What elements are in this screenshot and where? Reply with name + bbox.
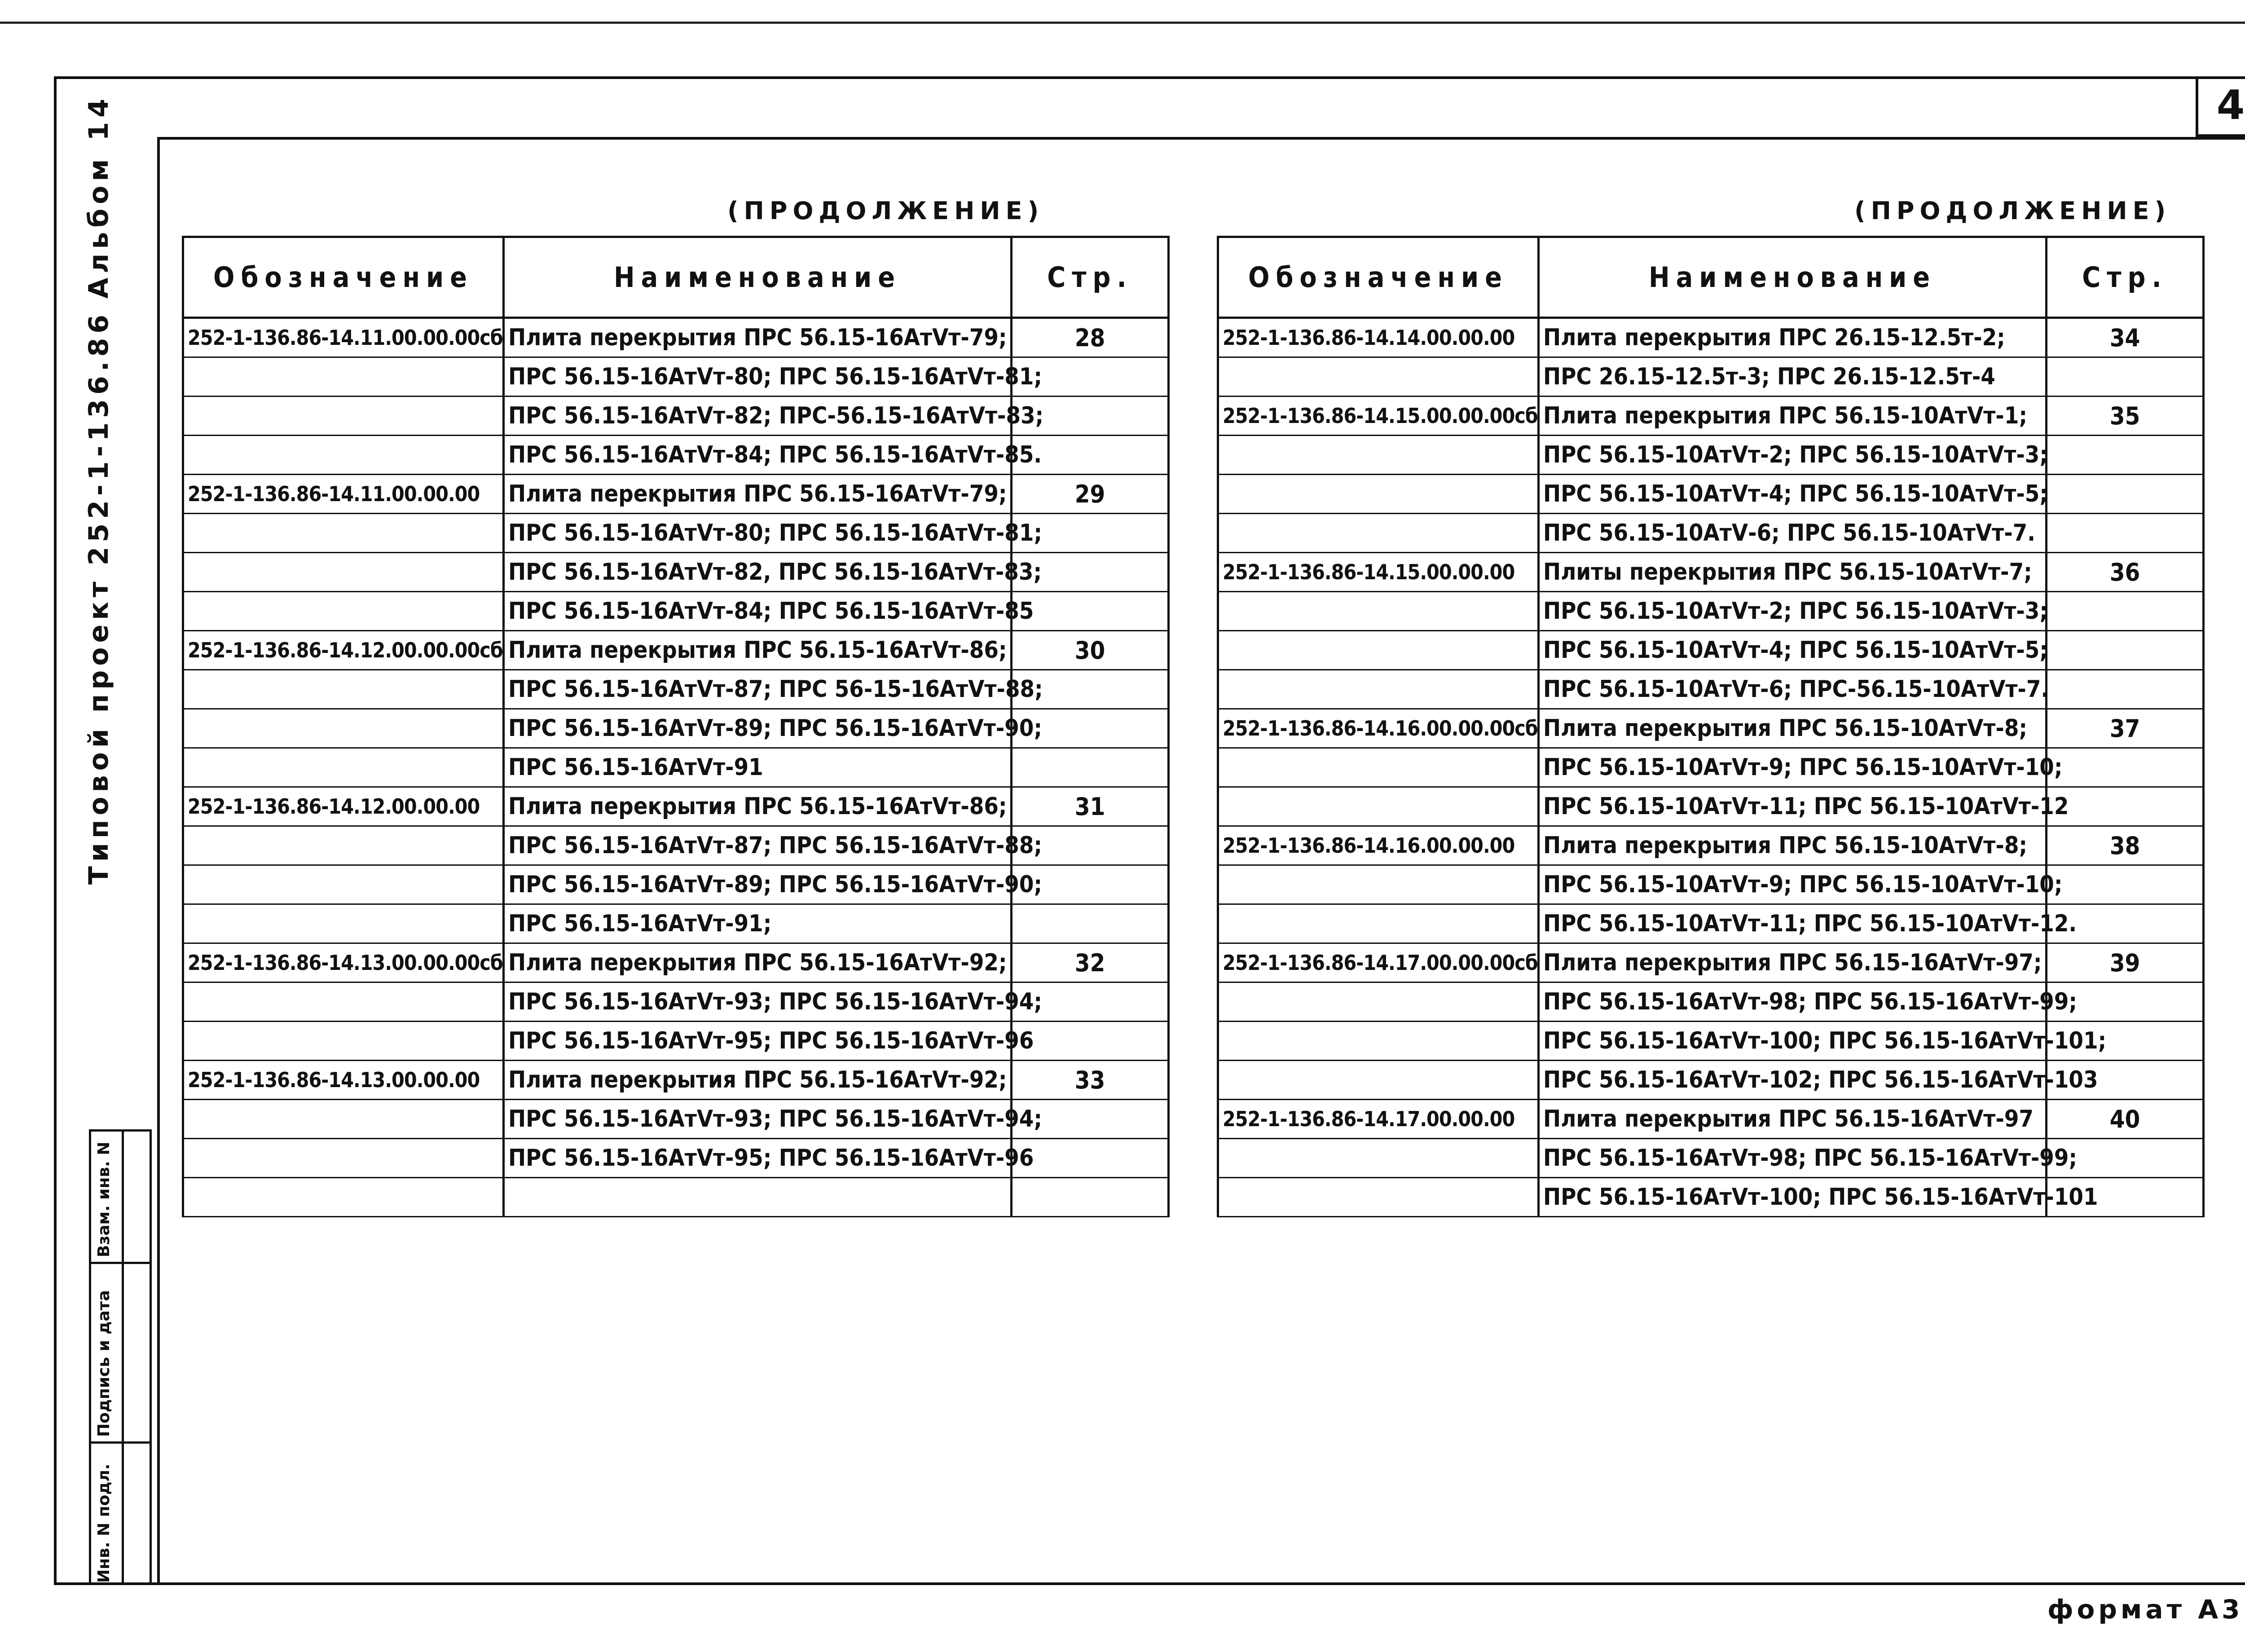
- name-cell: ПРС 56.15-16АтⅤт-91;: [504, 904, 1012, 943]
- name-cell: Плита перекрытия ПРС 56.15-16АтⅤт-97;: [1539, 943, 2047, 982]
- stamp-label-inv-podl: Инв. N подл.: [95, 1463, 113, 1583]
- approval-stamp-column: [89, 1129, 152, 1585]
- left-table-heading: (ПРОДОЛЖЕНИЕ): [727, 197, 1044, 225]
- table-row: [1218, 1139, 2204, 1178]
- page-cell: 36: [2047, 553, 2204, 592]
- table-row: [1218, 1061, 2204, 1100]
- page-cell: 28: [1012, 318, 1169, 357]
- stamp-divider: [91, 1262, 150, 1264]
- name-cell: ПРС 56.15-10АтⅤ-6; ПРС 56.15-10АтⅤт-7.: [1539, 514, 2047, 553]
- designation-cell: [1218, 1178, 1539, 1217]
- table-row: [183, 357, 1169, 396]
- designation-cell: [183, 982, 504, 1022]
- name-cell: ПРС 56.15-16АтⅤт-100; ПРС 56.15-16АтⅤт-101: [1539, 1178, 2047, 1217]
- table-row: [1218, 670, 2204, 709]
- table-row: [1218, 982, 2204, 1022]
- table-row: [1218, 904, 2204, 943]
- page-cell: [2047, 357, 2204, 396]
- name-cell: ПРС 56.15-16АтⅤт-84; ПРС 56.15-16АтⅤт-85.: [504, 436, 1012, 475]
- name-cell: ПРС 56.15-16АтⅤт-98; ПРС 56.15-16АтⅤт-99;: [1539, 1139, 2047, 1178]
- table-row: [183, 748, 1169, 787]
- name-cell: Плита перекрытия ПРС 56.15-16АтⅤт-79;: [504, 475, 1012, 514]
- table-row: [183, 592, 1169, 631]
- table-row: [1218, 748, 2204, 787]
- designation-cell: [183, 1022, 504, 1061]
- designation-cell: 252-1-136.86-14.13.00.00.00сб: [183, 943, 504, 982]
- designation-cell: [1218, 1061, 1539, 1100]
- page-cell: [1012, 904, 1169, 943]
- right-spec-table: [1217, 236, 2205, 1217]
- name-cell: ПРС 56.15-10АтⅤт-6; ПРС-56.15-10АтⅤт-7.: [1539, 670, 2047, 709]
- column-header-name: Наименование: [504, 237, 1012, 318]
- name-cell: Плита перекрытия ПРС 56.15-10АтⅤт-8;: [1539, 709, 2047, 748]
- name-cell: ПРС 56.15-10АтⅤт-2; ПРС 56.15-10АтⅤт-3;: [1539, 436, 2047, 475]
- designation-cell: [183, 514, 504, 553]
- page-cell: 32: [1012, 943, 1169, 982]
- table-row: [1218, 318, 2204, 357]
- table-row: [183, 475, 1169, 514]
- name-cell: Плита перекрытия ПРС 26.15-12.5т-2;: [1539, 318, 2047, 357]
- stamp-label-vzam-inv: Взам. инв. N: [95, 1141, 113, 1257]
- page-cell: 29: [1012, 475, 1169, 514]
- table-row: [183, 1022, 1169, 1061]
- table-row: [1218, 865, 2204, 904]
- table-row: [1218, 436, 2204, 475]
- designation-cell: [183, 357, 504, 396]
- name-cell: ПРС 56.15-10АтⅤт-2; ПРС 56.15-10АтⅤт-3;: [1539, 592, 2047, 631]
- designation-cell: 252-1-136.86-14.17.00.00.00сб: [1218, 943, 1539, 982]
- designation-cell: [183, 865, 504, 904]
- table-row: [183, 787, 1169, 826]
- name-cell: ПРС 56.15-10АтⅤт-9; ПРС 56.15-10АтⅤт-10;: [1539, 865, 2047, 904]
- name-cell: ПРС 56.15-16АтⅤт-82, ПРС 56.15-16АтⅤт-83;: [504, 553, 1012, 592]
- name-cell: ПРС 56.15-16АтⅤт-89; ПРС 56.15-16АтⅤт-90;: [504, 709, 1012, 748]
- page-cell: 40: [2047, 1100, 2204, 1139]
- table-row: [183, 436, 1169, 475]
- name-cell: ПРС 56.15-16АтⅤт-100; ПРС 56.15-16АтⅤт-101;: [1539, 1022, 2047, 1061]
- table-row: [183, 1100, 1169, 1139]
- designation-cell: 252-1-136.86-14.14.00.00.00: [1218, 318, 1539, 357]
- name-cell: ПРС 56.15-16АтⅤт-93; ПРС 56.15-16АтⅤт-94;: [504, 1100, 1012, 1139]
- name-cell: ПРС 56.15-16АтⅤт-102; ПРС 56.15-16АтⅤт-103: [1539, 1061, 2047, 1100]
- table-row: [183, 1061, 1169, 1100]
- name-cell: ПРС 56.15-10АтⅤт-11; ПРС 56.15-10АтⅤт-12: [1539, 787, 2047, 826]
- designation-cell: [183, 553, 504, 592]
- designation-cell: [183, 670, 504, 709]
- page-cell: [2047, 592, 2204, 631]
- table-row: [183, 1139, 1169, 1178]
- column-header-designation: Обозначение: [1218, 237, 1539, 318]
- stamp-label-signature-date: Подпись и дата: [95, 1290, 113, 1437]
- designation-cell: [1218, 865, 1539, 904]
- column-header-page: Стр.: [2047, 237, 2204, 318]
- column-header-page: Стр.: [1012, 237, 1169, 318]
- page-cell: [1012, 1022, 1169, 1061]
- table-row: [1218, 475, 2204, 514]
- name-cell: ПРС 56.15-16АтⅤт-84; ПРС 56.15-16АтⅤт-85: [504, 592, 1012, 631]
- name-cell: ПРС 56.15-16АтⅤт-98; ПРС 56.15-16АтⅤт-99;: [1539, 982, 2047, 1022]
- designation-cell: [1218, 982, 1539, 1022]
- name-cell: Плита перекрытия ПРС 56.15-16АтⅤт-86;: [504, 787, 1012, 826]
- page-cell: [2047, 475, 2204, 514]
- page-cell: 31: [1012, 787, 1169, 826]
- table-row: [1218, 826, 2204, 865]
- designation-cell: 252-1-136.86-14.17.00.00.00: [1218, 1100, 1539, 1139]
- designation-cell: [183, 826, 504, 865]
- designation-cell: [1218, 436, 1539, 475]
- table-row: [1218, 514, 2204, 553]
- stamp-divider: [91, 1441, 150, 1444]
- left-table-body: [183, 318, 1169, 1217]
- designation-cell: [1218, 787, 1539, 826]
- table-row: [183, 865, 1169, 904]
- name-cell: ПРС 56.15-10АтⅤт-9; ПРС 56.15-10АтⅤт-10;: [1539, 748, 2047, 787]
- designation-cell: 252-1-136.86-14.16.00.00.00: [1218, 826, 1539, 865]
- designation-cell: 252-1-136.86-14.13.00.00.00: [183, 1061, 504, 1100]
- table-row: [1218, 396, 2204, 436]
- name-cell: Плита перекрытия ПРС 56.15-10АтⅤт-8;: [1539, 826, 2047, 865]
- name-cell: Плита перекрытия ПРС 56.15-10АтⅤт-1;: [1539, 396, 2047, 436]
- designation-cell: 252-1-136.86-14.12.00.00.00сб: [183, 631, 504, 670]
- page-cell: [1012, 748, 1169, 787]
- page-cell: [2047, 787, 2204, 826]
- table-row: [1218, 1100, 2204, 1139]
- designation-cell: [183, 709, 504, 748]
- designation-cell: [183, 396, 504, 436]
- designation-cell: [183, 592, 504, 631]
- designation-cell: [183, 1178, 504, 1217]
- vertical-title-album: Альбом 14: [83, 94, 114, 299]
- table-row: [1218, 709, 2204, 748]
- designation-cell: [1218, 748, 1539, 787]
- name-cell: Плита перекрытия ПРС 56.15-16АтⅤт-79;: [504, 318, 1012, 357]
- page-cell: 30: [1012, 631, 1169, 670]
- name-cell: Плита перекрытия ПРС 56.15-16АтⅤт-92;: [504, 1061, 1012, 1100]
- vertical-title-block: [79, 94, 119, 885]
- page-cell: [2047, 514, 2204, 553]
- designation-cell: [183, 1100, 504, 1139]
- name-cell: ПРС 56.15-16АтⅤт-89; ПРС 56.15-16АтⅤт-90;: [504, 865, 1012, 904]
- table-row: [183, 514, 1169, 553]
- designation-cell: [1218, 514, 1539, 553]
- right-table-body: [1218, 318, 2204, 1217]
- designation-cell: [1218, 357, 1539, 396]
- page-cell: 35: [2047, 396, 2204, 436]
- page-cell: [2047, 631, 2204, 670]
- right-table-heading: (ПРОДОЛЖЕНИЕ): [1854, 197, 2171, 225]
- table-row: [1218, 943, 2204, 982]
- name-cell: ПРС 26.15-12.5т-3; ПРС 26.15-12.5т-4: [1539, 357, 2047, 396]
- table-row: [183, 826, 1169, 865]
- page-cell: 39: [2047, 943, 2204, 982]
- page-cell: [2047, 748, 2204, 787]
- format-label: формат А3: [2047, 1594, 2244, 1625]
- table-row: [183, 318, 1169, 357]
- vertical-title-type: Типовой: [83, 724, 114, 885]
- designation-cell: [1218, 904, 1539, 943]
- designation-cell: [1218, 631, 1539, 670]
- table-row: [1218, 1022, 2204, 1061]
- designation-cell: [1218, 1139, 1539, 1178]
- vertical-title-number: 252-1-136.86: [83, 310, 114, 566]
- table-row: [1218, 787, 2204, 826]
- designation-cell: 252-1-136.86-14.15.00.00.00сб: [1218, 396, 1539, 436]
- designation-cell: [183, 436, 504, 475]
- name-cell: Плита перекрытия ПРС 56.15-16АтⅤт-86;: [504, 631, 1012, 670]
- name-cell: Плиты перекрытия ПРС 56.15-10АтⅤт-7;: [1539, 553, 2047, 592]
- designation-cell: [183, 748, 504, 787]
- table-row: [1218, 357, 2204, 396]
- vertical-title-project: проект: [83, 577, 114, 713]
- page-cell: [1012, 592, 1169, 631]
- table-row: [1218, 631, 2204, 670]
- designation-cell: 252-1-136.86-14.11.00.00.00сб: [183, 318, 504, 357]
- designation-cell: 252-1-136.86-14.16.00.00.00сб: [1218, 709, 1539, 748]
- designation-cell: [183, 904, 504, 943]
- table-row: [183, 1178, 1169, 1217]
- table-row: [1218, 1178, 2204, 1217]
- designation-cell: [1218, 1022, 1539, 1061]
- sheet-trim-line-top: [0, 22, 2245, 24]
- designation-cell: [1218, 670, 1539, 709]
- page-number: 4: [2196, 76, 2245, 137]
- page-cell: [2047, 865, 2204, 904]
- name-cell: ПРС 56.15-10АтⅤт-11; ПРС 56.15-10АтⅤт-12.: [1539, 904, 2047, 943]
- designation-cell: 252-1-136.86-14.12.00.00.00: [183, 787, 504, 826]
- name-cell: [504, 1178, 1012, 1217]
- name-cell: ПРС 56.15-16АтⅤт-95; ПРС 56.15-16АтⅤт-96: [504, 1139, 1012, 1178]
- page-cell: [2047, 670, 2204, 709]
- table-row: [1218, 553, 2204, 592]
- column-header-designation: Обозначение: [183, 237, 504, 318]
- name-cell: Плита перекрытия ПРС 56.15-16АтⅤт-92;: [504, 943, 1012, 982]
- table-row: [1218, 592, 2204, 631]
- page-cell: [1012, 1139, 1169, 1178]
- table-row: [183, 553, 1169, 592]
- page-cell: [2047, 436, 2204, 475]
- name-cell: ПРС 56.15-16АтⅤт-87; ПРС 56-15-16АтⅤт-88;: [504, 670, 1012, 709]
- name-cell: ПРС 56.15-16АтⅤт-80; ПРС 56.15-16АтⅤт-81;: [504, 357, 1012, 396]
- designation-cell: 252-1-136.86-14.11.00.00.00: [183, 475, 504, 514]
- name-cell: ПРС 56.15-16АтⅤт-82; ПРС-56.15-16АтⅤт-83;: [504, 396, 1012, 436]
- left-spec-table: [182, 236, 1170, 1217]
- page-cell: 38: [2047, 826, 2204, 865]
- table-row: [183, 943, 1169, 982]
- table-row: [183, 631, 1169, 670]
- designation-cell: [1218, 475, 1539, 514]
- column-header-name: Наименование: [1539, 237, 2047, 318]
- table-row: [183, 904, 1169, 943]
- name-cell: ПРС 56.15-10АтⅤт-4; ПРС 56.15-10АтⅤт-5;: [1539, 475, 2047, 514]
- designation-cell: [1218, 592, 1539, 631]
- page-cell: [1012, 1178, 1169, 1217]
- name-cell: ПРС 56.15-16АтⅤт-93; ПРС 56.15-16АтⅤт-94;: [504, 982, 1012, 1022]
- table-row: [183, 709, 1169, 748]
- designation-cell: [183, 1139, 504, 1178]
- name-cell: ПРС 56.15-16АтⅤт-91: [504, 748, 1012, 787]
- stamp-divider-vertical: [122, 1132, 124, 1583]
- table-row: [183, 982, 1169, 1022]
- name-cell: ПРС 56.15-16АтⅤт-80; ПРС 56.15-16АтⅤт-81;: [504, 514, 1012, 553]
- name-cell: ПРС 56.15-10АтⅤт-4; ПРС 56.15-10АтⅤт-5;: [1539, 631, 2047, 670]
- table-row: [183, 396, 1169, 436]
- name-cell: ПРС 56.15-16АтⅤт-95; ПРС 56.15-16АтⅤт-96: [504, 1022, 1012, 1061]
- page-cell: 33: [1012, 1061, 1169, 1100]
- page-cell: 34: [2047, 318, 2204, 357]
- name-cell: Плита перекрытия ПРС 56.15-16АтⅤт-97: [1539, 1100, 2047, 1139]
- table-row: [183, 670, 1169, 709]
- page-cell: 37: [2047, 709, 2204, 748]
- designation-cell: 252-1-136.86-14.15.00.00.00: [1218, 553, 1539, 592]
- name-cell: ПРС 56.15-16АтⅤт-87; ПРС 56.15-16АтⅤт-88;: [504, 826, 1012, 865]
